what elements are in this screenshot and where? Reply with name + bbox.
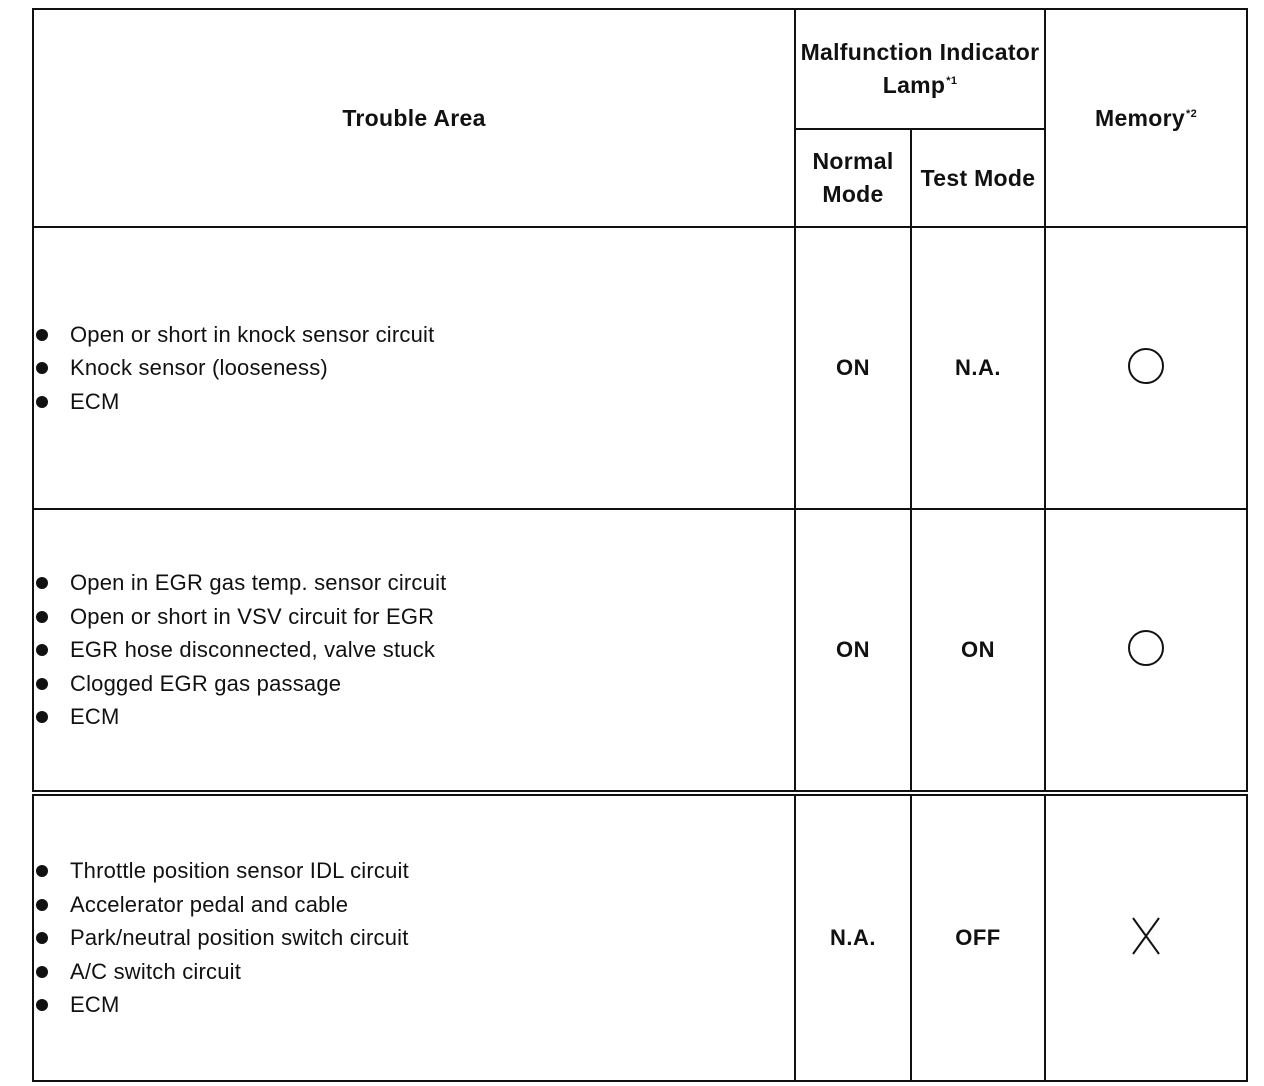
trouble-area-table xyxy=(32,8,1248,1082)
trouble-area-cell xyxy=(33,793,795,1081)
test-mode-value: N.A. xyxy=(911,227,1045,509)
memory-footnote-mark: *2 xyxy=(1186,107,1197,120)
bullet-icon xyxy=(36,577,48,589)
header-mil: Malfunction Indicator Lamp$^{*1}$ xyxy=(795,9,1045,129)
bullet-icon xyxy=(36,932,48,944)
table-row xyxy=(33,227,1247,509)
normal-mode-value: ON xyxy=(795,227,911,509)
circle-icon xyxy=(1128,630,1164,666)
normal-mode-value: ON xyxy=(795,509,911,793)
trouble-area-cell xyxy=(33,227,795,509)
circle-icon xyxy=(1128,348,1164,384)
bullet-icon xyxy=(36,966,48,978)
test-mode-value: OFF xyxy=(911,793,1045,1081)
mil-footnote-mark: *1 xyxy=(946,75,958,87)
memory-cell xyxy=(1045,509,1247,793)
memory-cell xyxy=(1045,793,1247,1081)
trouble-area-list xyxy=(34,854,794,1022)
normal-mode-value: N.A. xyxy=(795,793,911,1081)
table-row xyxy=(33,509,1247,793)
bullet-icon xyxy=(36,678,48,690)
table-row xyxy=(33,793,1247,1081)
test-mode-value: ON xyxy=(911,509,1045,793)
list-item: Knock sensor (looseness) xyxy=(34,351,794,385)
bullet-icon xyxy=(36,865,48,877)
bullet-icon xyxy=(36,711,48,723)
list-item: ECM xyxy=(34,988,794,1022)
list-item: ECM xyxy=(34,700,794,734)
bullet-icon xyxy=(36,644,48,656)
list-item: Accelerator pedal and cable xyxy=(34,888,794,922)
bullet-icon xyxy=(36,329,48,341)
list-item: Open or short in knock sensor circuit xyxy=(34,318,794,352)
bullet-icon xyxy=(36,362,48,374)
trouble-area-list xyxy=(34,566,794,734)
list-item: Clogged EGR gas passage xyxy=(34,667,794,701)
trouble-area-list xyxy=(34,318,794,419)
header-test-mode: Test Mode xyxy=(911,129,1045,227)
cross-icon xyxy=(1131,917,1161,955)
header-memory: Memory$^{*2}$ xyxy=(1045,9,1247,227)
bullet-icon xyxy=(36,999,48,1011)
header-trouble-area: Trouble Area xyxy=(33,9,795,227)
header-normal-mode: Normal Mode xyxy=(795,129,911,227)
list-item: EGR hose disconnected, valve stuck xyxy=(34,633,794,667)
list-item: Open in EGR gas temp. sensor circuit xyxy=(34,566,794,600)
list-item: ECM xyxy=(34,385,794,419)
trouble-area-cell xyxy=(33,509,795,793)
list-item: Open or short in VSV circuit for EGR xyxy=(34,600,794,634)
list-item: A/C switch circuit xyxy=(34,955,794,989)
list-item: Park/neutral position switch circuit xyxy=(34,921,794,955)
memory-cell xyxy=(1045,227,1247,509)
list-item: Throttle position sensor IDL circuit xyxy=(34,854,794,888)
bullet-icon xyxy=(36,396,48,408)
bullet-icon xyxy=(36,611,48,623)
bullet-icon xyxy=(36,899,48,911)
